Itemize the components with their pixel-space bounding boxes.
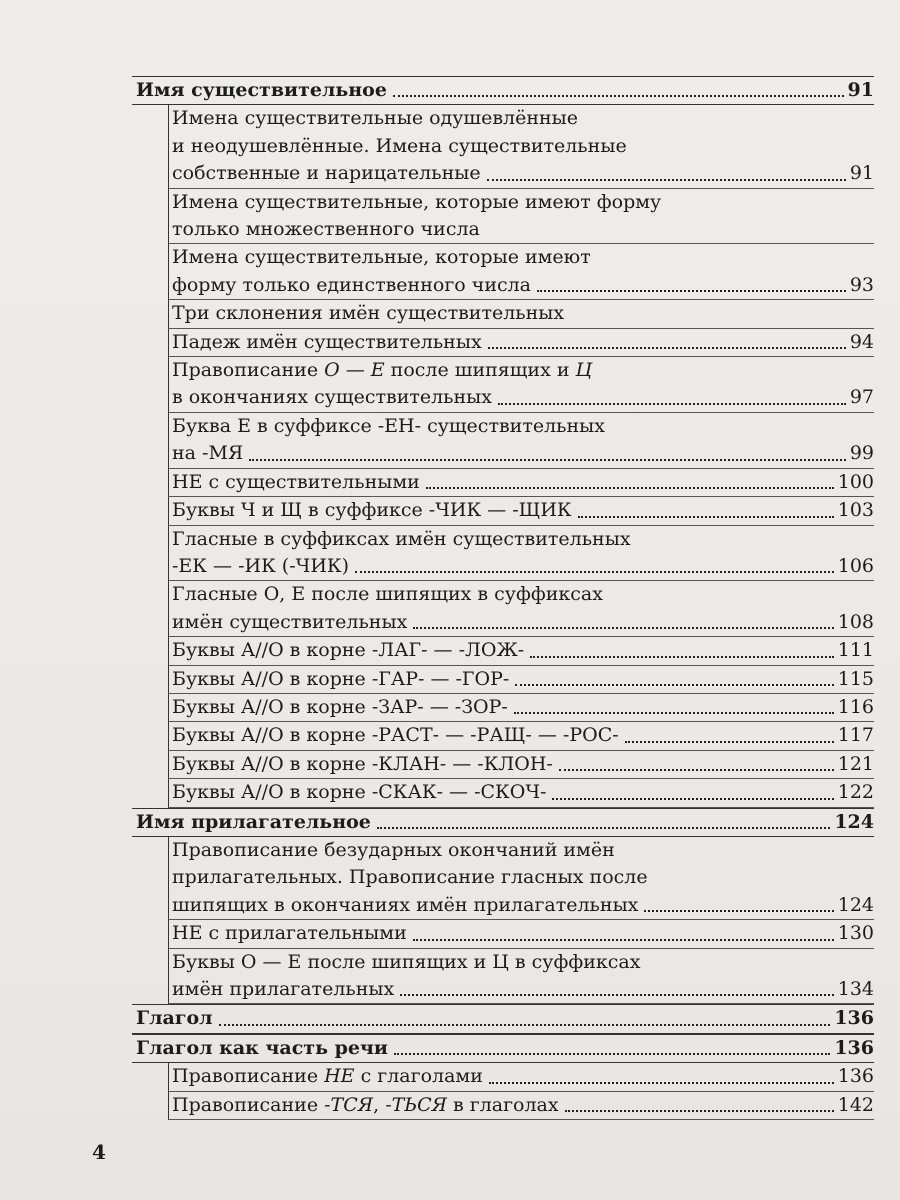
toc-entry-text: Буквы А//О в корне -ЗАР- — -ЗОР-	[172, 695, 508, 718]
toc-entry-text: имён прилагательных	[172, 978, 395, 1000]
toc-entry-text: НЕ с существительными	[172, 470, 420, 493]
toc-page-number: 91	[849, 162, 874, 185]
toc-section[interactable]	[132, 77, 874, 104]
toc-entry-line	[132, 722, 874, 749]
toc-entry-line	[132, 949, 874, 976]
toc-page-number: 115	[837, 667, 874, 690]
leader-dots	[489, 1082, 834, 1084]
toc-page-number: 108	[837, 610, 874, 633]
toc-entry-text: в окончаниях существительных	[172, 386, 493, 409]
indent-bar	[168, 637, 169, 664]
toc-entry-text: и неодушевлённые. Имена существительные	[172, 134, 627, 157]
indent-bar	[168, 694, 169, 721]
toc-entry-text: Буквы А//О в корне -ЛАГ- — -ЛОЖ-	[172, 639, 525, 662]
indent-bar	[168, 837, 169, 919]
toc-entry-line	[132, 440, 874, 467]
toc-entry-line	[132, 779, 874, 806]
toc-page-number: 93	[849, 273, 874, 296]
toc-entry-text: Гласные О, Е после шипящих в суффиксах	[172, 583, 603, 606]
toc-entry-text: Правописание О — Е после шипящих и Ц	[172, 359, 593, 382]
toc-entry-text: шипящих в окончаниях имён прилагательных	[172, 893, 639, 916]
toc-entry-line	[132, 133, 874, 160]
toc-entry[interactable]	[132, 779, 874, 806]
toc-entry[interactable]	[132, 920, 874, 947]
page-number: 4	[92, 1140, 106, 1164]
toc-page-number: 103	[837, 499, 874, 522]
toc-entry-line	[132, 666, 874, 693]
toc-entry-line	[132, 160, 874, 187]
toc-page-number: 136	[837, 1065, 874, 1088]
leader-dots	[552, 798, 833, 800]
toc-entry[interactable]	[132, 329, 874, 356]
leader-dots	[394, 1053, 830, 1055]
indent-bar	[168, 497, 169, 524]
toc-entry[interactable]	[132, 751, 874, 778]
toc-entry-text: собственные и нарицательные	[172, 162, 481, 185]
leader-dots	[498, 403, 846, 405]
toc-entry-line	[132, 609, 874, 636]
toc-entry-line	[132, 581, 874, 608]
indent-bar	[168, 357, 169, 412]
indent-bar	[168, 469, 169, 496]
toc-entry[interactable]	[132, 244, 874, 299]
indent-bar	[168, 244, 169, 299]
toc-entry-text: Правописание безударных окончаний имён	[172, 838, 615, 861]
indent-bar	[168, 189, 169, 244]
toc-entry-line	[132, 272, 874, 299]
toc-entry-text: Правописание -ТСЯ, -ТЬСЯ в глаголах	[172, 1093, 559, 1116]
leader-dots	[488, 347, 846, 349]
toc-page-number: 100	[837, 470, 874, 493]
toc-page-number: 122	[837, 781, 874, 804]
leader-dots	[530, 656, 834, 658]
toc-entry-line	[132, 1063, 874, 1090]
toc-entry-text: Буквы А//О в корне -ГАР- — -ГОР-	[172, 667, 510, 690]
toc-entry-text: Буквы О — Е после шипящих и Ц в суффиксах	[172, 950, 641, 973]
leader-dots	[487, 179, 846, 181]
toc-entry-line	[132, 329, 874, 356]
toc-entry-text: Правописание НЕ с глаголами	[172, 1065, 483, 1088]
indent-bar	[168, 779, 169, 806]
toc-entry-text: только множественного числа	[172, 218, 480, 241]
toc-entry-text: прилагательных. Правописание гласных после	[172, 866, 648, 889]
toc-entry[interactable]	[132, 413, 874, 468]
toc-section[interactable]	[132, 809, 874, 836]
leader-dots	[426, 487, 834, 489]
toc-entry[interactable]	[132, 526, 874, 581]
toc-entry[interactable]	[132, 581, 874, 636]
toc-entry[interactable]	[132, 300, 874, 327]
indent-bar	[168, 722, 169, 749]
toc-page-number: 99	[849, 442, 874, 465]
toc-page-number: 134	[837, 978, 874, 1000]
toc-entry-line	[132, 216, 874, 243]
leader-dots	[514, 712, 834, 714]
indent-bar	[168, 526, 169, 581]
toc-entry-text: Буква Е в суффиксе -ЕН- существительных	[172, 414, 605, 437]
toc-entry-text: -ЕК — -ИК (-ЧИК)	[172, 554, 350, 577]
leader-dots	[355, 571, 834, 573]
leader-dots	[565, 1110, 834, 1112]
leader-dots	[393, 95, 844, 97]
toc-section-title: Имя существительное	[136, 79, 387, 101]
toc-page-number: 116	[837, 695, 874, 718]
leader-dots	[537, 290, 846, 292]
toc-page-number: 130	[837, 922, 874, 945]
toc-entry-text: Имена существительные, которые имеют	[172, 246, 591, 269]
leader-dots	[219, 1024, 831, 1026]
toc-section-title: Глагол	[136, 1007, 213, 1030]
indent-bar	[168, 666, 169, 693]
toc-entry[interactable]	[132, 357, 874, 412]
toc-entry[interactable]	[132, 1092, 874, 1119]
indent-bar	[168, 1092, 169, 1119]
indent-bar	[168, 751, 169, 778]
leader-dots	[515, 684, 833, 686]
toc-page-number: 97	[849, 386, 874, 409]
toc-page-number: 111	[837, 639, 874, 662]
toc-entry-line	[132, 105, 874, 132]
entry-rule	[168, 1119, 874, 1120]
leader-dots	[400, 994, 834, 996]
toc-entry-line	[132, 1092, 874, 1119]
leader-dots	[559, 769, 834, 771]
indent-bar	[168, 920, 169, 947]
toc-page-number: 106	[837, 554, 874, 577]
toc-section[interactable]	[132, 1035, 874, 1062]
toc-entry[interactable]	[132, 1063, 874, 1090]
indent-bar	[168, 300, 169, 327]
leader-dots	[413, 939, 834, 941]
toc-entry-line	[132, 244, 874, 271]
toc-page-number: 124	[837, 893, 874, 916]
toc-section-title: Имя прилагательное	[136, 810, 371, 833]
toc-entry-line	[132, 413, 874, 440]
toc-entry[interactable]	[132, 666, 874, 693]
toc-entry[interactable]	[132, 722, 874, 749]
toc-entry-text: Буквы Ч и Щ в суффиксе -ЧИК — -ЩИК	[172, 499, 572, 522]
table-of-contents	[132, 76, 874, 1120]
toc-entry-line	[132, 892, 874, 919]
toc-entry[interactable]	[132, 105, 874, 187]
toc-entry-text: имён существительных	[172, 610, 408, 633]
toc-entry-line	[132, 300, 874, 327]
toc-page-number: 136	[834, 1007, 874, 1030]
toc-entry-line	[132, 526, 874, 553]
toc-entry-text: Буквы А//О в корне -КЛАН- — -КЛОН-	[172, 752, 553, 775]
toc-entry[interactable]	[132, 497, 874, 524]
toc-entry[interactable]	[132, 694, 874, 721]
toc-entry-line	[132, 637, 874, 664]
indent-bar	[168, 105, 169, 187]
toc-entry-line	[132, 920, 874, 947]
toc-entry-text: форму только единственного числа	[172, 273, 532, 296]
toc-page-number: 142	[837, 1093, 874, 1116]
toc-page-number: 91	[847, 79, 874, 101]
toc-entry-line	[132, 864, 874, 891]
toc-section[interactable]	[132, 1005, 874, 1032]
toc-entry-line	[132, 189, 874, 216]
indent-bar	[168, 329, 169, 356]
toc-entry-text: Буквы А//О в корне -РАСТ- — -РАЩ- — -РОС-	[172, 724, 619, 747]
indent-bar	[168, 413, 169, 468]
leader-dots	[377, 827, 830, 829]
toc-entry-line	[132, 469, 874, 496]
toc-entry[interactable]	[132, 469, 874, 496]
toc-entry-text: на -МЯ	[172, 442, 244, 465]
toc-entry-line	[132, 553, 874, 580]
leader-dots	[625, 741, 834, 743]
toc-page-number: 117	[837, 724, 874, 747]
toc-entry-text: Три склонения имён существительных	[172, 302, 565, 325]
toc-entry[interactable]	[132, 189, 874, 244]
toc-page-number: 124	[834, 810, 874, 833]
toc-entry-text: НЕ с прилагательными	[172, 922, 407, 945]
toc-entry-line	[132, 694, 874, 721]
toc-entry-line	[132, 751, 874, 778]
toc-entry[interactable]	[132, 837, 874, 919]
toc-entry-line	[132, 976, 874, 1003]
toc-page-number: 136	[834, 1036, 874, 1059]
leader-dots	[578, 516, 834, 518]
toc-entry-text: Буквы А//О в корне -СКАК- — -СКОЧ-	[172, 781, 547, 804]
toc-entry-text: Падеж имён существительных	[172, 330, 482, 353]
toc-entry-text: Гласные в суффиксах имён существительных	[172, 527, 631, 550]
toc-entry-line	[132, 357, 874, 384]
toc-page-number: 121	[837, 752, 874, 775]
toc-entry-line	[132, 837, 874, 864]
leader-dots	[413, 627, 833, 629]
indent-bar	[168, 581, 169, 636]
toc-entry-line	[132, 497, 874, 524]
toc-entry-line	[132, 384, 874, 411]
toc-entry[interactable]	[132, 637, 874, 664]
leader-dots	[249, 459, 846, 461]
toc-page-number: 94	[849, 330, 874, 353]
indent-bar	[168, 949, 169, 1004]
indent-bar	[168, 1063, 169, 1090]
toc-section-title: Глагол как часть речи	[136, 1036, 388, 1059]
toc-entry[interactable]	[132, 949, 874, 1004]
toc-entry-text: Имена существительные, которые имеют форму	[172, 190, 662, 213]
leader-dots	[644, 910, 833, 912]
toc-entry-text: Имена существительные одушевлённые	[172, 107, 579, 130]
